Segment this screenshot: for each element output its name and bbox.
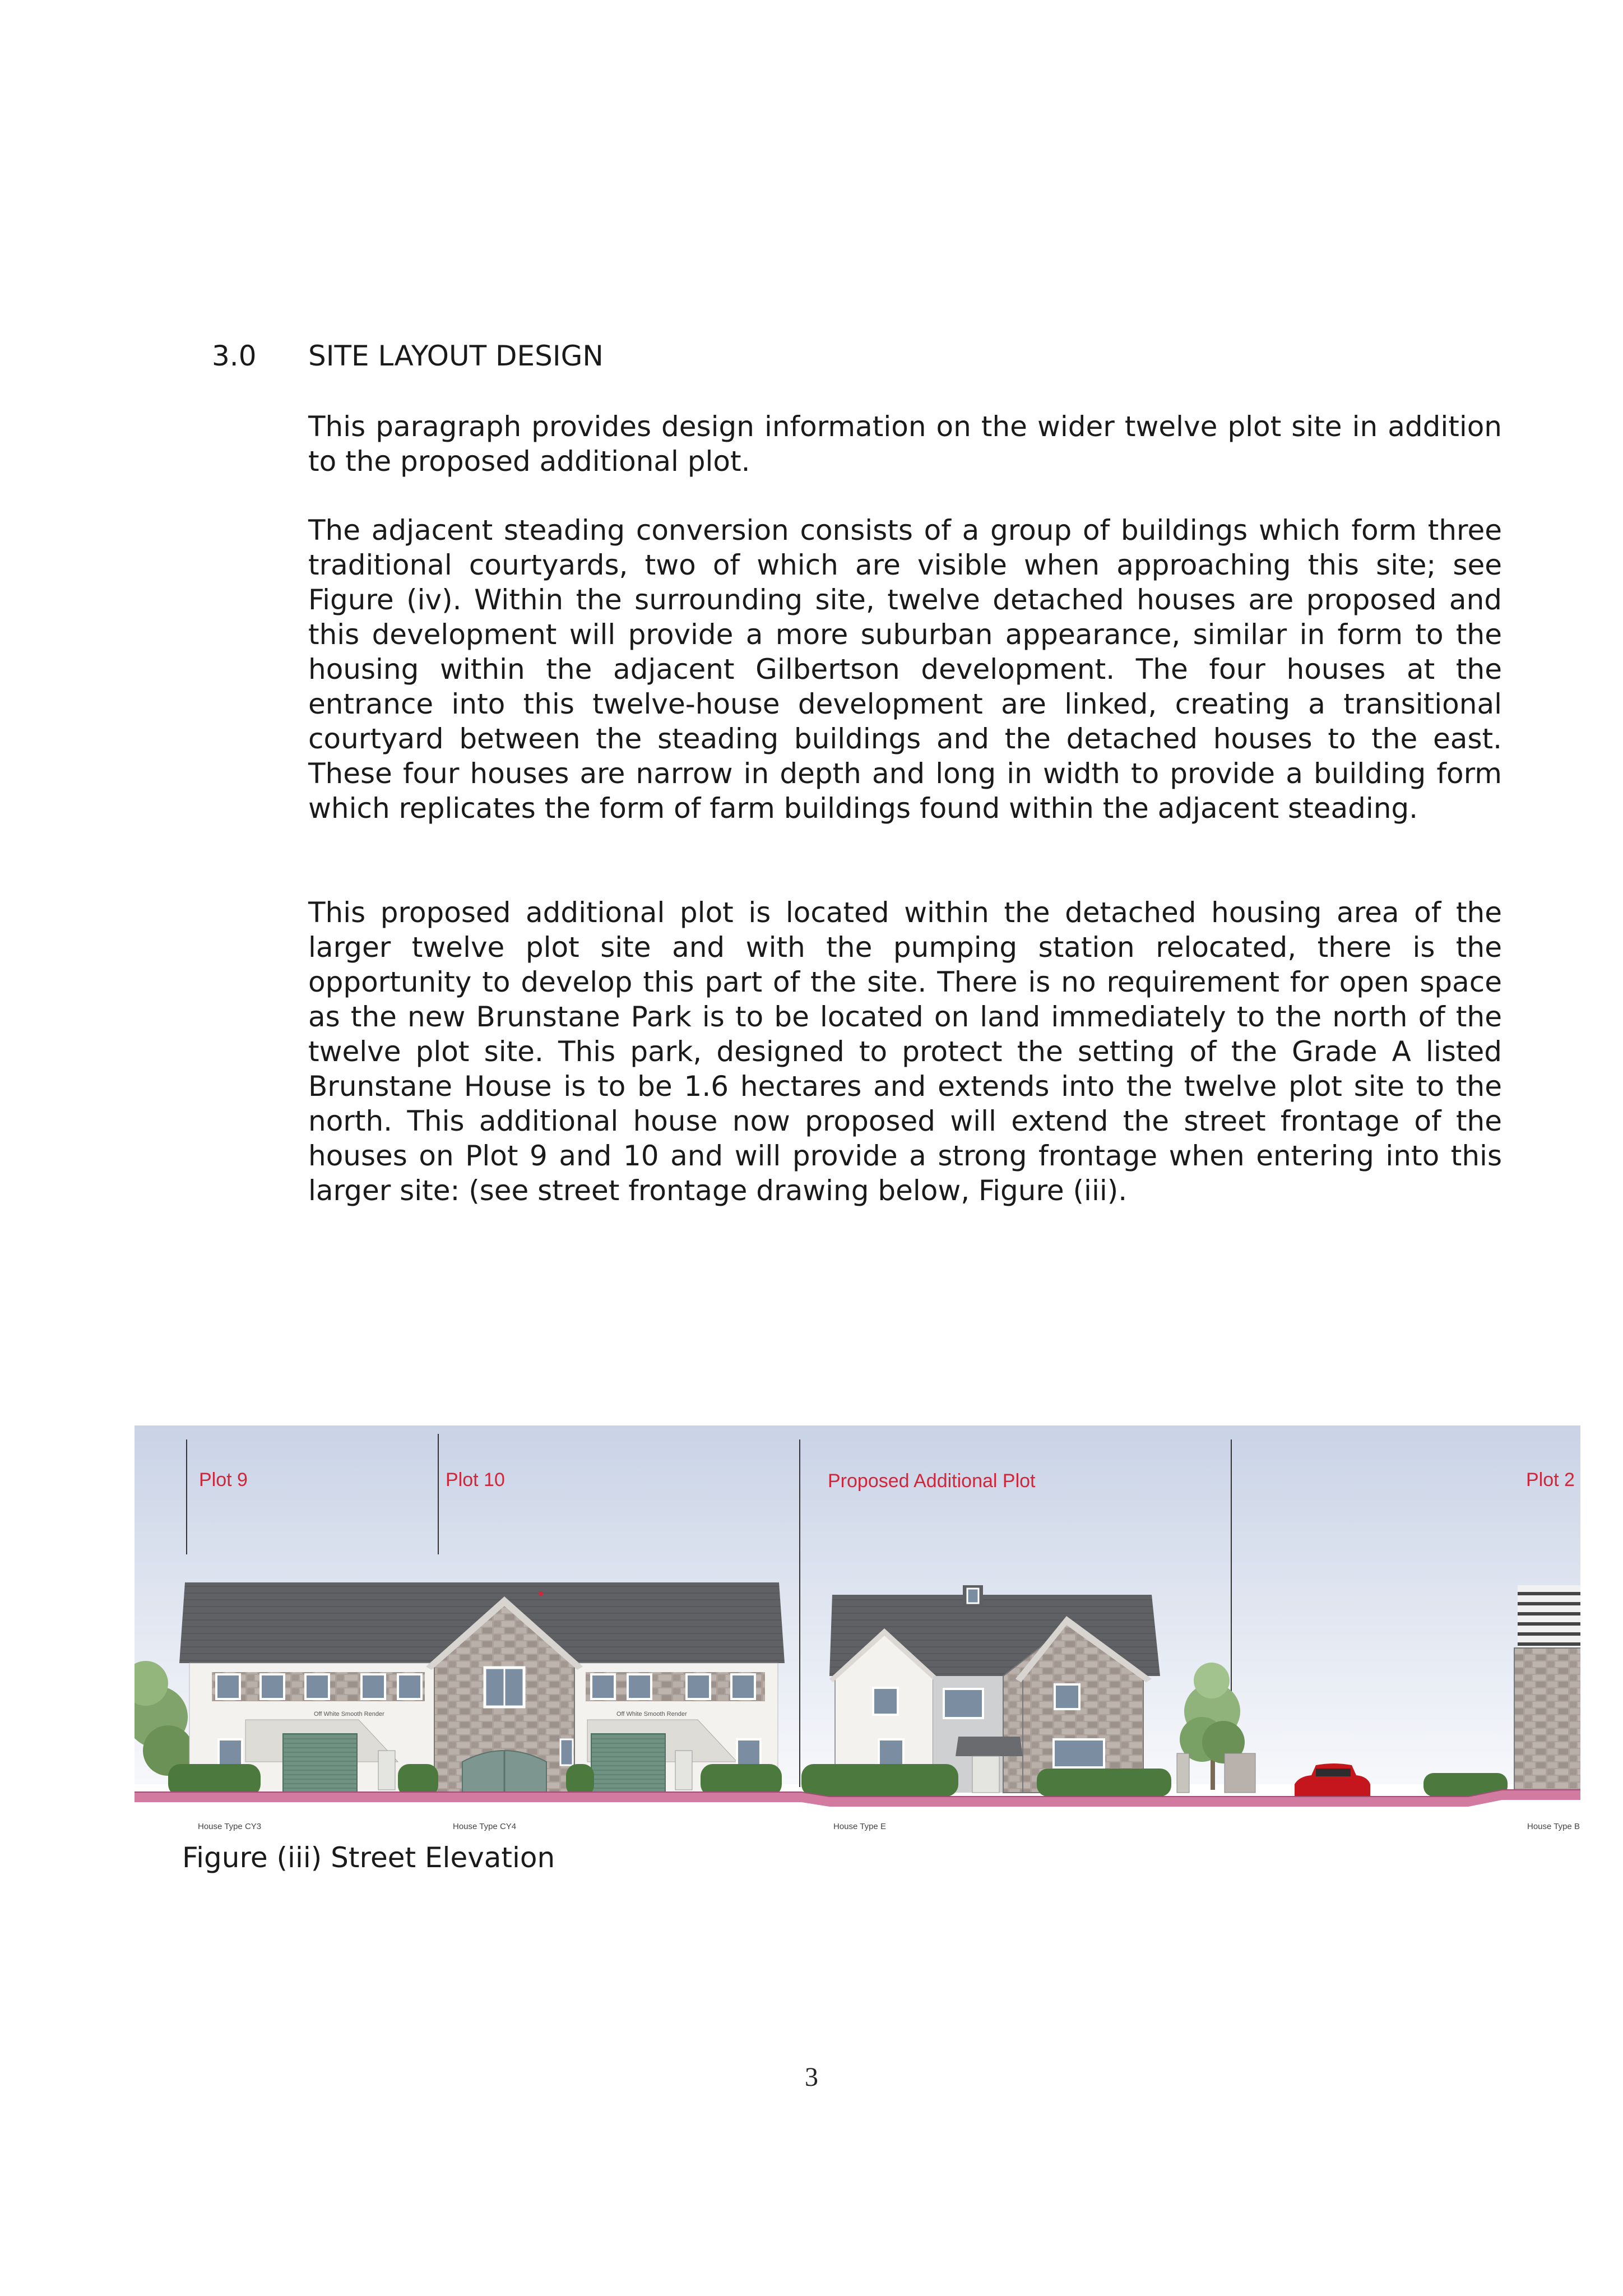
street-elevation-drawing — [135, 1425, 1580, 1832]
render-note-left: Off White Smooth Render — [314, 1711, 384, 1718]
section-number: 3.0 — [212, 340, 257, 372]
plot-label-10: Plot 10 — [446, 1469, 505, 1490]
house-type-label-e: House Type E — [833, 1822, 886, 1831]
house-proposed-plot — [829, 1585, 1160, 1793]
stone-wall — [1514, 1648, 1580, 1795]
paragraph-intro: This paragraph provides design information on the wider twelve plot site in addition to the proposed additional plot. — [308, 410, 1502, 478]
garage-door — [591, 1734, 665, 1792]
render-note-right: Off White Smooth Render — [616, 1711, 687, 1718]
page-number: 3 — [805, 2062, 818, 2092]
house-type-label-cy4: House Type CY4 — [453, 1822, 517, 1831]
house-type-label-cy3: House Type CY3 — [198, 1822, 262, 1831]
plot-label-proposed: Proposed Additional Plot — [828, 1470, 1036, 1492]
front-door — [972, 1756, 999, 1793]
paragraph-steading: The adjacent steading conversion consists of a group of buildings which form three traditional courtyards, two of which are visible when approaching this site; see Figure (iv). Within the surrounding site, twelve detached houses are proposed and this development will provide a more suburban appearance, similar in form to the housing within the adjacent Gilbertson development. The four houses at the entrance into this twelve-house development are linked, creating a transitional courtyard between the steading buildings and the detached houses to the east. These four houses are narrow in depth and long in width to provide a building form which replicates the form of farm buildings found within the adjacent steading. — [308, 514, 1502, 825]
garage-door — [283, 1734, 357, 1792]
house-plot-2 — [1514, 1585, 1580, 1795]
section-title: SITE LAYOUT DESIGN — [308, 340, 604, 372]
street-elevation-figure — [135, 1425, 1580, 1832]
figure-caption: Figure (iii) Street Elevation — [182, 1841, 555, 1874]
house-type-label-b: House Type B — [1527, 1822, 1580, 1831]
plot-label-9: Plot 9 — [199, 1469, 248, 1490]
house-plots-9-10 — [179, 1582, 785, 1792]
paragraph-additional-plot: This proposed additional plot is located within the detached housing area of the larger twelve plot site and with the pumping station relocated, there is the opportunity to develop this part of the site. There is no requirement for open space as the new Brunstane Park is to be located on land immediately to the north of the twelve plot site. This park, designed to protect the setting of the Grade A listed Brunstane House is to be 1.6 hectares and extends into the twelve plot site to the north. This additional house now proposed will extend the street frontage of the houses on Plot 9 and 10 and will provide a strong frontage when entering into this larger site: (see street frontage drawing below, Figure (iii). — [308, 896, 1502, 1207]
plot-label-2: Plot 2 — [1526, 1469, 1575, 1490]
